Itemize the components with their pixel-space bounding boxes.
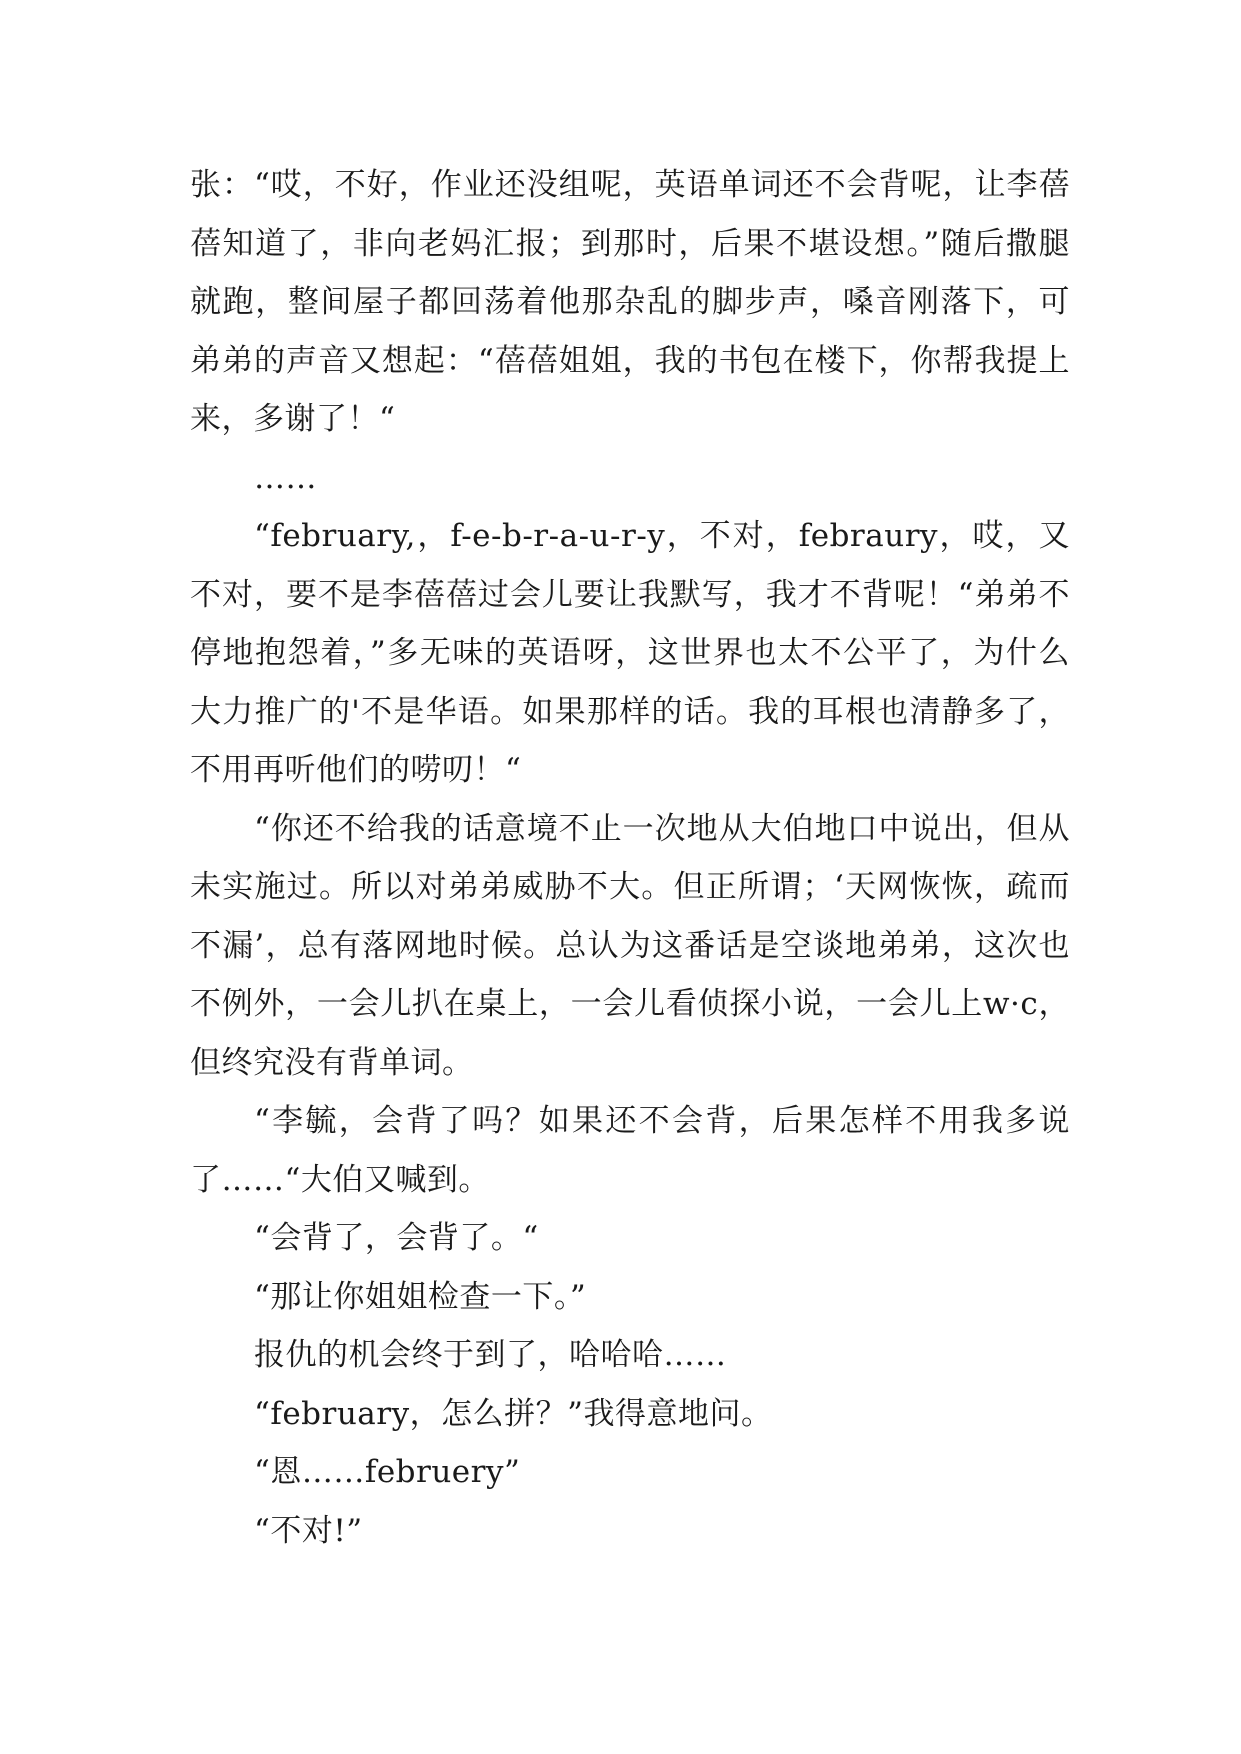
paragraph: “你还不给我的话意境不止一次地从大伯地口中说出，但从未实施过。所以对弟弟威胁不大。但正所谓；‘天网恢恢，疏而不漏’，总有落网地时候。总认为这番话是空谈地弟弟，这次也不例外，一会儿扒在桌上，一会儿看侦探小说，一会儿上w·c，但终究没有背单词。	[190, 810, 1070, 1081]
paragraph: “不对!”	[254, 1512, 363, 1549]
paragraph: “february，怎么拼？”我得意地问。	[254, 1395, 773, 1432]
paragraph: “李毓，会背了吗？如果还不会背，后果怎样不用我多说了……“大伯又喊到。	[190, 1103, 1070, 1198]
paragraph: 张：“哎，不好，作业还没组呢，英语单词还不会背呢，让李蓓蓓知道了，非向老妈汇报；到那时，后果不堪设想。”随后撒腿就跑，整间屋子都回荡着他那杂乱的脚步声，嗓音刚落下，可弟弟的声音又想起：“蓓蓓姐姐，我的书包在楼下，你帮我提上来，多谢了！“	[190, 167, 1070, 437]
body-text	[190, 156, 1070, 1560]
paragraph: “february,，f-e-b-r-a-u-r-y，不对，febraury，哎，又不对，要不是李蓓蓓过会儿要让我默写，我才不背呢！“弟弟不停地抱怨着，”多无味的英语呀，这世界也太不公平了，为什么大力推广的'不是华语。如果那样的话。我的耳根也清静多了，不用再听他们的唠叨！“	[190, 518, 1070, 788]
paragraph: ……	[254, 459, 317, 496]
paragraph: “恩……februery”	[254, 1454, 521, 1490]
paragraph: 报仇的机会终于到了，哈哈哈……	[254, 1337, 727, 1373]
paragraph: “会背了，会背了。“	[254, 1220, 539, 1256]
paragraph: “那让你姐姐检查一下。”	[254, 1278, 587, 1315]
